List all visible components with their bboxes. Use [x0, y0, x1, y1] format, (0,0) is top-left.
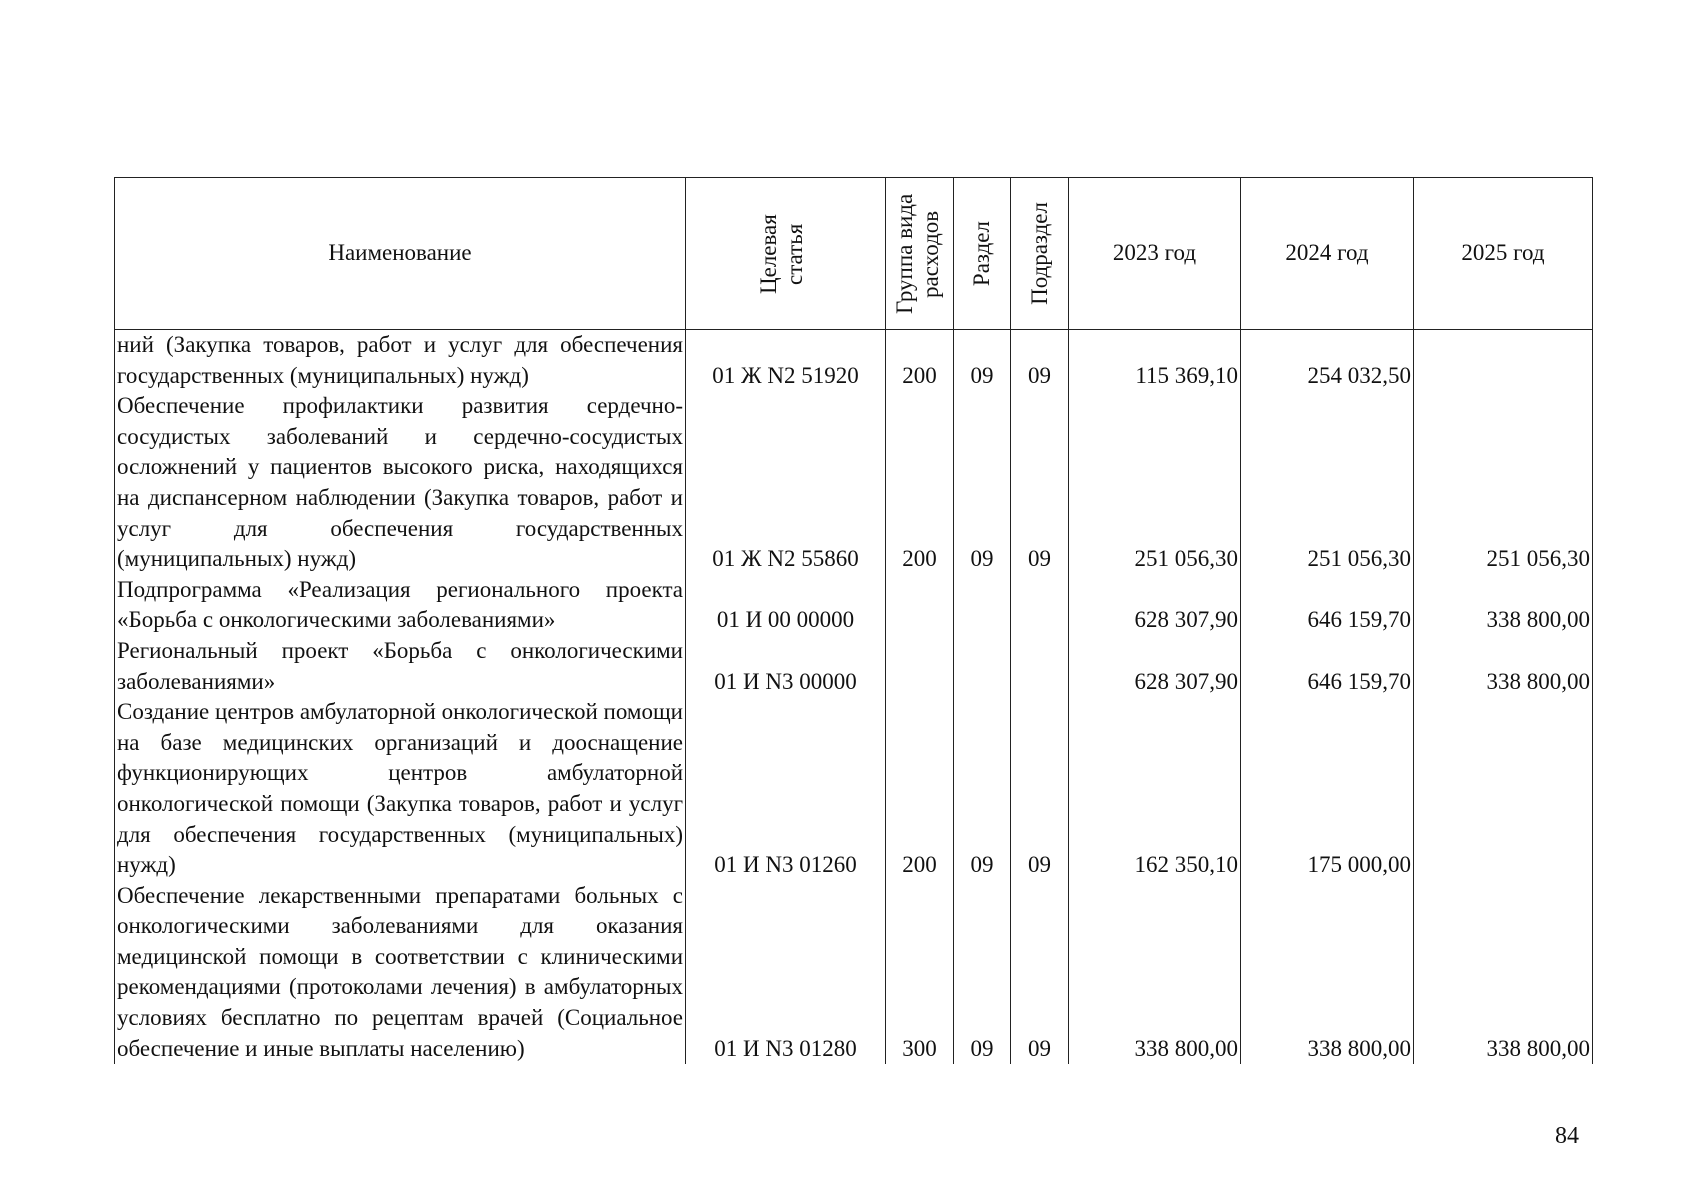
row-section: 09 [954, 330, 1011, 392]
row-target-code: 01 Ж N2 55860 [686, 391, 886, 575]
row-amount-2024: 338 800,00 [1241, 881, 1414, 1065]
table-row [115, 881, 1593, 1065]
header-2023: 2023 год [1069, 178, 1241, 330]
row-expense-group: 200 [886, 391, 954, 575]
row-amount-2024: 251 056,30 [1241, 391, 1414, 575]
row-target-code: 01 И N3 00000 [686, 636, 886, 697]
row-subsection: 09 [1011, 697, 1069, 881]
header-subsection-label: Подраздел [1026, 202, 1052, 305]
table-header [115, 178, 1593, 330]
row-target-code: 01 Ж N2 51920 [686, 330, 886, 392]
row-name: Подпрограмма «Реализация регионального проекта «Борьба с онкологическими заболеваниями» [115, 575, 686, 636]
budget-table [114, 177, 1593, 1064]
table-row [115, 697, 1593, 881]
row-name: ний (Закупка товаров, работ и услуг для обеспечения государственных (муниципальных) нужд) [115, 330, 686, 392]
header-target-article-label: Целевая статья [755, 213, 807, 294]
row-name: Обеспечение профилактики развития сердечно-сосудистых заболеваний и сердечно-сосудистых осложнений у пациентов высокого риска, находящихся на диспансерном наблюдении (Закупка товаров, работ и услуг для обеспечения государственных (муниципальных) нужд) [115, 391, 686, 575]
row-amount-2025 [1414, 330, 1593, 392]
row-subsection: 09 [1011, 330, 1069, 392]
row-name: Региональный проект «Борьба с онкологическими заболеваниями» [115, 636, 686, 697]
header-2024: 2024 год [1241, 178, 1414, 330]
row-section [954, 636, 1011, 697]
header-name: Наименование [115, 178, 686, 330]
budget-table-container [114, 177, 1592, 1064]
row-amount-2024: 175 000,00 [1241, 697, 1414, 881]
row-expense-group: 200 [886, 697, 954, 881]
row-expense-group [886, 636, 954, 697]
row-amount-2024: 254 032,50 [1241, 330, 1414, 392]
header-expense-group [886, 178, 954, 330]
row-target-code: 01 И 00 00000 [686, 575, 886, 636]
header-expense-group-label: Группа вида расходов [891, 193, 943, 314]
header-section-label: Раздел [969, 220, 994, 287]
row-expense-group: 200 [886, 330, 954, 392]
row-amount-2025: 338 800,00 [1414, 636, 1593, 697]
row-amount-2023: 115 369,10 [1069, 330, 1241, 392]
row-subsection [1011, 575, 1069, 636]
row-target-code: 01 И N3 01280 [686, 881, 886, 1065]
row-target-code: 01 И N3 01260 [686, 697, 886, 881]
row-subsection: 09 [1011, 391, 1069, 575]
row-amount-2025: 251 056,30 [1414, 391, 1593, 575]
table-row [115, 575, 1593, 636]
row-section: 09 [954, 881, 1011, 1065]
row-name: Обеспечение лекарственными препаратами больных с онкологическими заболеваниями для оказания медицинской помощи в соответствии с клиническими рекомендациями (протоколами лечения) в амбулаторных условиях бесплатно по рецептам врачей (Социальное обеспечение и иные выплаты населению) [115, 881, 686, 1065]
row-amount-2023: 628 307,90 [1069, 575, 1241, 636]
row-name: Создание центров амбулаторной онкологической помощи на базе медицинских организаций и дооснащение функционирующих центров амбулаторной онкологической помощи (Закупка товаров, работ и услуг для обеспечения государственных (муниципальных) нужд) [115, 697, 686, 881]
row-amount-2024: 646 159,70 [1241, 636, 1414, 697]
row-subsection: 09 [1011, 881, 1069, 1065]
table-body [115, 330, 1593, 1065]
page-number: 84 [1555, 1123, 1579, 1149]
row-amount-2023: 338 800,00 [1069, 881, 1241, 1065]
header-target-article [686, 178, 886, 330]
table-row [115, 330, 1593, 392]
header-subsection [1011, 178, 1069, 330]
row-amount-2024: 646 159,70 [1241, 575, 1414, 636]
header-section [954, 178, 1011, 330]
row-amount-2023: 162 350,10 [1069, 697, 1241, 881]
row-section: 09 [954, 697, 1011, 881]
row-expense-group [886, 575, 954, 636]
header-2025: 2025 год [1414, 178, 1593, 330]
table-row [115, 636, 1593, 697]
row-amount-2025: 338 800,00 [1414, 881, 1593, 1065]
row-section [954, 575, 1011, 636]
header-row [115, 178, 1593, 330]
table-row [115, 391, 1593, 575]
row-expense-group: 300 [886, 881, 954, 1065]
row-amount-2023: 251 056,30 [1069, 391, 1241, 575]
row-section: 09 [954, 391, 1011, 575]
row-amount-2025: 338 800,00 [1414, 575, 1593, 636]
row-amount-2025 [1414, 697, 1593, 881]
row-amount-2023: 628 307,90 [1069, 636, 1241, 697]
row-subsection [1011, 636, 1069, 697]
